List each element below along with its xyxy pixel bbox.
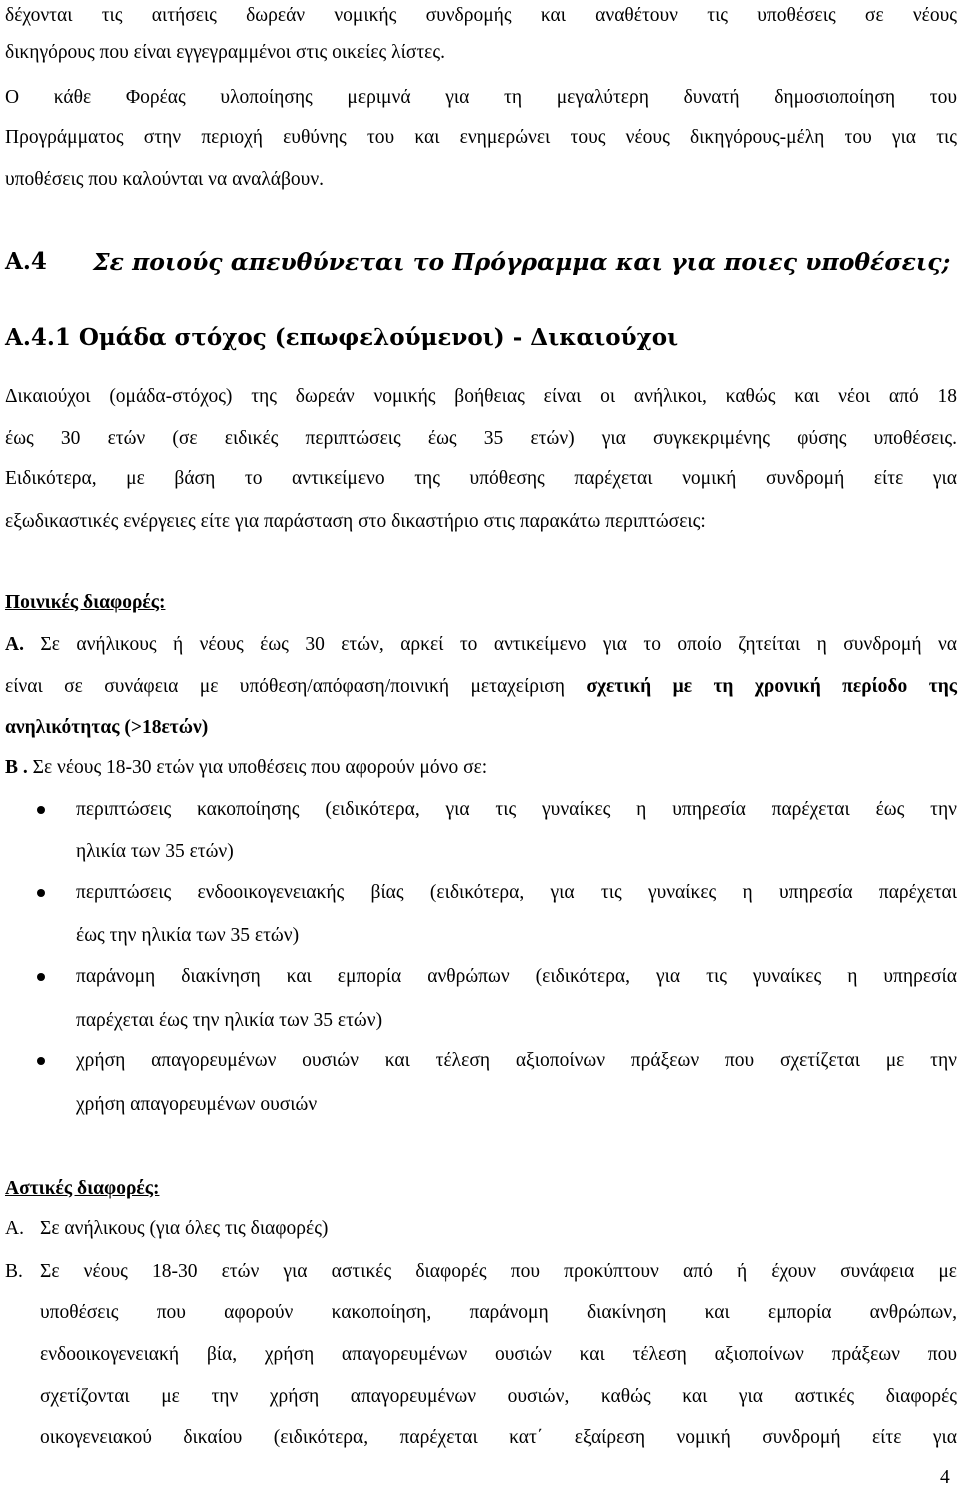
section-a4-title: Σε ποιούς απευθύνεται το Πρόγραμμα και για ποιες υποθέσεις; [93, 248, 951, 276]
civil-b-line-4: σχετίζονται με την χρήση απαγορευμένων ουσιών, καθώς και για αστικές διαφορές [40, 1386, 957, 1407]
criminal-a-line-2 [5, 675, 957, 699]
intro-line-1: δέχονται τις αιτήσεις δωρεάν νομικής συνδρομής και αναθέτουν τις υποθέσεις σε νέους [5, 5, 957, 26]
intro-line-4: Προγράμματος στην περιοχή ευθύνης του και ενημερώνει τους νέους δικηγόρους-μέλη του για τις [5, 127, 957, 148]
criminal-b-line [5, 756, 957, 780]
bullet-2-line-2: έως την ηλικία των 35 ετών) [76, 925, 300, 946]
criminal-a-label: Α. [5, 634, 24, 655]
intro-line-2: δικηγόρους που είναι εγγεγραμμένοι στις οικείες λίστες. [5, 42, 445, 63]
criminal-a-line-1 [5, 633, 957, 657]
criminal-a-text-2: είναι σε συνάφεια με υπόθεση/απόφαση/ποινική μεταχείριση [5, 676, 565, 697]
bullet-dot-icon [37, 973, 45, 981]
bullet-3-line-1: παράνομη διακίνηση και εμπορία ανθρώπων (ειδικότερα, για τις γυναίκες η υπηρεσία [76, 966, 957, 987]
intro-line-5: υποθέσεις που καλούνται να αναλάβουν. [5, 169, 325, 190]
criminal-b-text: Σε νέους 18-30 ετών για υποθέσεις που αφορούν μόνο σε: [32, 757, 488, 778]
civil-b-line-3: ενδοοικογενειακή βία, χρήση απαγορευμένων ουσιών και τέλεση αξιοποίνων πράξεων που [40, 1344, 957, 1365]
civil-b-line-1: Σε νέους 18-30 ετών για αστικές διαφορές που προκύπτουν από ή έχουν συνάφεια με [40, 1261, 957, 1282]
criminal-a-text-1: Σε ανήλικους ή νέους έως 30 ετών, αρκεί το αντικείμενο για το οποίο ζητείται η συνδρομή να [40, 634, 957, 655]
bullet-4-line-2: χρήση απαγορευμένων ουσιών [76, 1094, 318, 1115]
a41-line-3: Ειδικότερα, με βάση το αντικείμενο της υπόθεσης παρέχεται νομική συνδρομή είτε για [5, 468, 957, 489]
civil-a-text: Σε ανήλικους (για όλες τις διαφορές) [40, 1218, 329, 1239]
a41-line-4: εξωδικαστικές ενέργειες είτε για παράσταση στο δικαστήριο στις παρακάτω περιπτώσεις: [5, 511, 706, 532]
bullet-1-line-2: ηλικία των 35 ετών) [76, 841, 234, 862]
criminal-heading: Ποινικές διαφορές: [5, 592, 166, 613]
civil-a-label: Α. [5, 1218, 24, 1239]
bullet-3-line-2: παρέχεται έως την ηλικία των 35 ετών) [76, 1010, 383, 1031]
civil-b-line-5: οικογενειακού δικαίου (ειδικότερα, παρέχεται κατ΄ εξαίρεση νομική συνδρομή είτε για [40, 1427, 957, 1448]
section-a41-heading: Α.4.1 Ομάδα στόχος (επωφελούμενοι) - Δικαιούχοι [5, 324, 679, 351]
a41-line-2: έως 30 ετών (σε ειδικές περιπτώσεις έως 35 ετών) για συγκεκριμένης φύσης υποθέσεις. [5, 428, 957, 449]
civil-heading: Αστικές διαφορές: [5, 1178, 160, 1199]
a41-line-1: Δικαιούχοι (ομάδα-στόχος) της δωρεάν νομικής βοήθειας είναι οι ανήλικοι, καθώς και νέοι από 18 [5, 386, 957, 407]
page-number: 4 [940, 1467, 950, 1488]
bullet-dot-icon [37, 1057, 45, 1065]
civil-b-label: Β. [5, 1261, 23, 1282]
criminal-a-text-2-bold: σχετική με τη χρονική περίοδο της [586, 676, 957, 697]
bullet-2-line-1: περιπτώσεις ενδοοικογενειακής βίας (ειδικότερα, για τις γυναίκες η υπηρεσία παρέχεται [76, 882, 957, 903]
criminal-a-line-3: ανηλικότητας (>18ετών) [5, 717, 209, 738]
criminal-b-label: Β . [5, 757, 28, 778]
section-a4-number: Α.4 [5, 248, 47, 275]
bullet-dot-icon [37, 806, 45, 814]
intro-line-3: Ο κάθε Φορέας υλοποίησης μεριμνά για τη μεγαλύτερη δυνατή δημοσιοποίηση του [5, 87, 957, 108]
civil-b-line-2: υποθέσεις που αφορούν κακοποίηση, παράνομη διακίνηση και εμπορία ανθρώπων, [40, 1302, 957, 1323]
bullet-1-line-1: περιπτώσεις κακοποίησης (ειδικότερα, για τις γυναίκες η υπηρεσία παρέχεται έως την [76, 799, 957, 820]
bullet-4-line-1: χρήση απαγορευμένων ουσιών και τέλεση αξιοποίνων πράξεων που σχετίζεται με την [76, 1050, 957, 1071]
bullet-dot-icon [37, 889, 45, 897]
